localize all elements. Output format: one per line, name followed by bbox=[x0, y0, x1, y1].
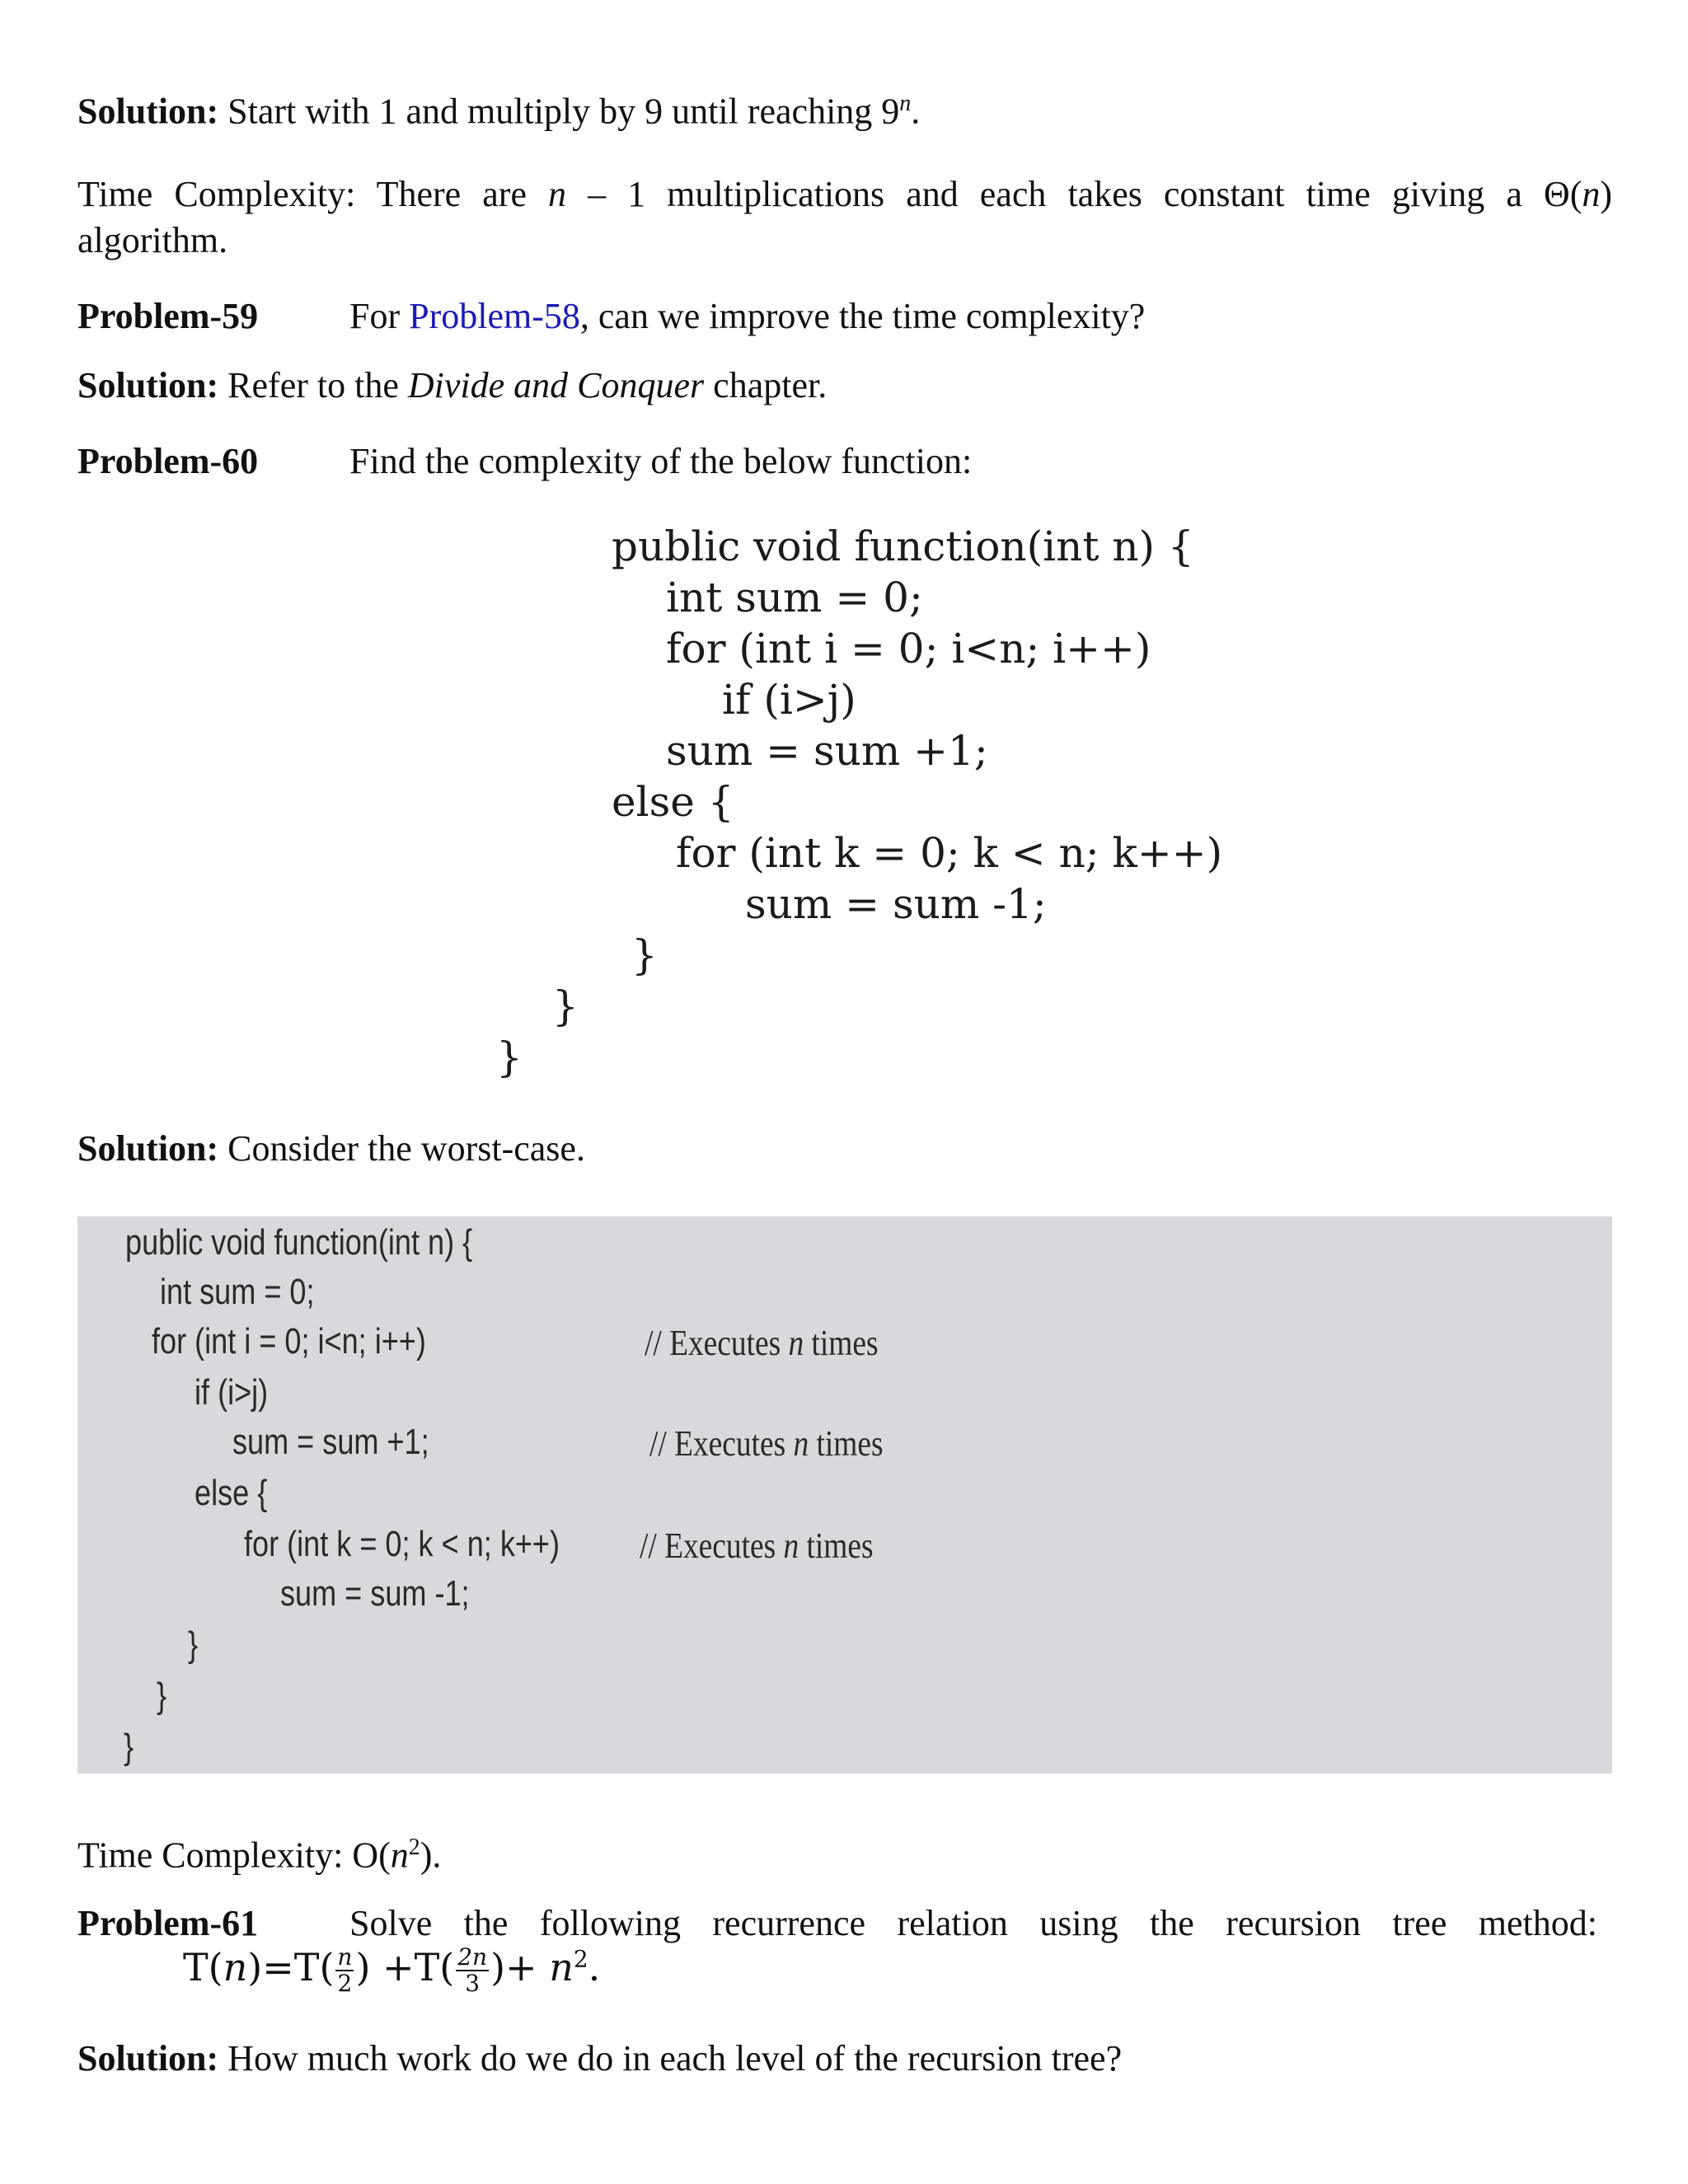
tc-text-c: ) bbox=[1600, 174, 1613, 214]
time-complexity-line-1 bbox=[77, 171, 1612, 218]
tc2-end: ). bbox=[420, 1835, 442, 1876]
tc-text-b: – 1 multiplications and each takes constant time giving a Θ( bbox=[566, 174, 1582, 214]
fraction-n-over-2: $\frac{n}{2}$ bbox=[337, 1943, 353, 1997]
code-line: } bbox=[496, 1033, 523, 1081]
solution-power-line bbox=[77, 81, 920, 135]
solution-59-label: Solution: bbox=[77, 365, 219, 405]
sol61-text: How much work do we do in each level of the recursion tree? bbox=[218, 2038, 1123, 2079]
code-line: if (i>j) bbox=[195, 1372, 269, 1413]
code-comment: // Executes n times bbox=[645, 1323, 879, 1363]
tc2-text: Time Complexity: O( bbox=[77, 1835, 391, 1876]
problem-60-label: Problem-60 bbox=[77, 441, 259, 481]
sol59-chapter: Divide and Conquer bbox=[407, 365, 705, 405]
tc2-sup: 2 bbox=[408, 1835, 420, 1860]
problem-61-label: Problem-61 bbox=[77, 1903, 259, 1943]
solution-61-label: Solution: bbox=[77, 2038, 219, 2079]
solution-61-line bbox=[77, 2036, 1122, 2082]
code-line: sum = sum +1; bbox=[666, 727, 988, 775]
problem-59-label: Problem-59 bbox=[77, 296, 259, 336]
code-line: sum = sum -1; bbox=[280, 1573, 470, 1614]
tc-text-a: Time Complexity: There are bbox=[77, 174, 549, 214]
solution-end: . bbox=[911, 91, 921, 132]
problem-59-text bbox=[349, 295, 1145, 337]
code-line: sum = sum +1; bbox=[232, 1422, 429, 1462]
code-line: } bbox=[552, 982, 579, 1030]
solution-text: Start with 1 and multiply by 9 until reaching 9 bbox=[218, 91, 900, 132]
time-complexity-result bbox=[77, 1825, 441, 1879]
code-comment: // Executes n times bbox=[640, 1526, 874, 1566]
sol59-text-b: chapter. bbox=[704, 365, 828, 405]
tc2-n: n bbox=[390, 1835, 409, 1876]
problem-58-link[interactable]: Problem-58 bbox=[409, 296, 580, 336]
solution-label: Solution: bbox=[77, 91, 219, 132]
problem-60-text: Find the complexity of the below function: bbox=[349, 441, 973, 481]
fraction-2n-over-3: $\frac{2n}{3}$ bbox=[457, 1943, 488, 1997]
code-line: for (int i = 0; i<n; i++) bbox=[152, 1321, 426, 1361]
code-line: for (int i = 0; i<n; i++) bbox=[666, 625, 1151, 673]
code-comment: // Executes n times bbox=[649, 1423, 884, 1464]
problem-61-text: Solve the following recurrence relation using the recursion tree method: bbox=[349, 1903, 1597, 1943]
p59-text-a: For bbox=[349, 296, 410, 336]
code-line: int sum = 0; bbox=[160, 1272, 315, 1312]
sol59-text-a: Refer to the bbox=[218, 365, 408, 405]
p59-text-b: , can we improve the time complexity? bbox=[579, 296, 1146, 336]
tc-n: n bbox=[548, 174, 567, 214]
solution-60-label: Solution: bbox=[77, 1128, 219, 1169]
code-line: } bbox=[188, 1624, 199, 1665]
code-line: public void function(int n) { bbox=[612, 523, 1194, 570]
code-line: } bbox=[124, 1727, 134, 1767]
exponent-n: n bbox=[899, 91, 912, 116]
solution-60-line bbox=[77, 1126, 585, 1172]
sol60-text: Consider the worst-case. bbox=[218, 1128, 585, 1169]
code-line: for (int k = 0; k < n; k++) bbox=[676, 829, 1223, 877]
code-line: else { bbox=[612, 778, 734, 826]
code-line: for (int k = 0; k < n; k++) bbox=[244, 1524, 560, 1564]
recurrence-formula: T(n)=T( $\frac{n}{2}$ ) +T( $\frac{2n}{3}$ )+ $n^2$. bbox=[183, 1943, 601, 1997]
time-complexity-line-2: algorithm. bbox=[77, 220, 228, 260]
solution-59-line bbox=[77, 363, 827, 409]
tc-n2: n bbox=[1582, 174, 1601, 214]
code-line: } bbox=[631, 931, 658, 979]
code-line: int sum = 0; bbox=[666, 574, 923, 621]
code-line: sum = sum -1; bbox=[745, 880, 1047, 928]
code-line: } bbox=[157, 1675, 167, 1716]
code-line: else { bbox=[195, 1473, 268, 1513]
code-line: if (i>j) bbox=[722, 676, 856, 724]
code-line: public void function(int n) { bbox=[125, 1222, 473, 1263]
